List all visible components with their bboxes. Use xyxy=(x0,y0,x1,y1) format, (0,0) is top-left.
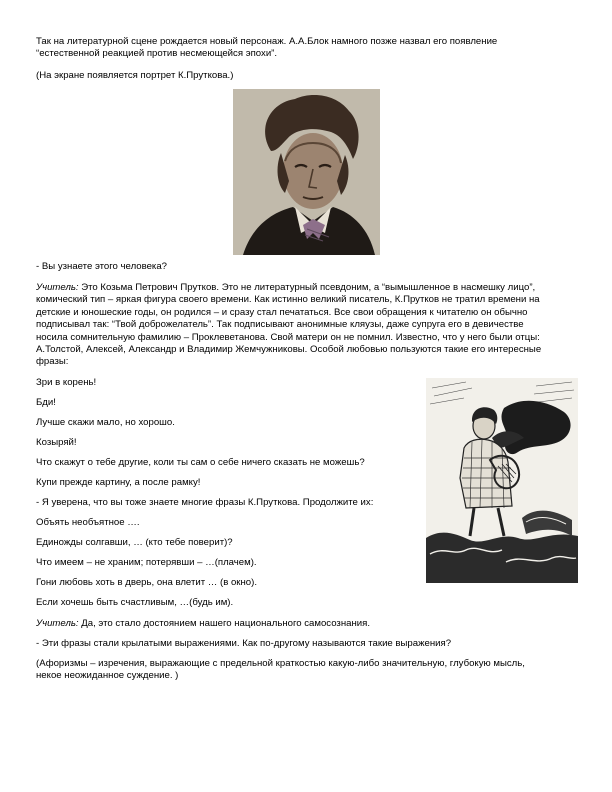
question-recognize: - Вы узнаете этого человека? xyxy=(36,261,168,272)
paragraph-answer-line-2: некое неожиданное суждение. ) xyxy=(36,670,179,682)
prompt-continue: - Я уверена, что вы тоже знаете многие фразы К.Пруткова. Продолжите их: xyxy=(36,497,374,508)
paragraph-intro-line-1: Так на литературной сцене рождается новый персонаж. А.А.Блок намного позже назвал его появление xyxy=(36,36,498,47)
illustration-drawing xyxy=(426,378,578,583)
paragraph-screen-note: (На экране появляется портрет К.Пруткова.) xyxy=(36,70,234,81)
phrase-item: Бди! xyxy=(36,397,56,408)
paragraph-teacher-1-line-6: А.Толстой, Алексей, Александр и Владимир Жемчужниковы. Особой любовью пользуются такие его интересные xyxy=(36,344,542,356)
paragraph-teacher-2 xyxy=(36,618,370,630)
lyre-illustration-image xyxy=(426,378,578,583)
question-aphorisms: - Эти фразы стали крылатыми выражениями. Как по-другому называются такие выражения? xyxy=(36,638,452,649)
paragraph-teacher-1 xyxy=(36,282,541,369)
paragraph-teacher-1-line-4: подписывал так: “Твой доброжелатель”. Так подписывают анонимные кляузы, даже супруга его в девичестве xyxy=(36,319,524,331)
phrase-item: Лучше скажи мало, но хорошо. xyxy=(36,417,175,428)
paragraph-intro xyxy=(36,36,497,61)
phrase-item: Козыряй! xyxy=(36,437,77,448)
paragraph-teacher-2-text: Да, это стало достоянием нашего национального самосознания. xyxy=(78,618,370,629)
paragraph-answer xyxy=(36,658,525,683)
portrait-image xyxy=(233,89,380,255)
continue-item: Объять необъятное …. xyxy=(36,517,140,528)
paragraph-intro-line-2: “естественной реакцией против несмеющейся эпохи”. xyxy=(36,48,278,60)
paragraph-teacher-1-line-2: комический тип – яркая фигура своего времени. Как истинно великий писатель, К.Прутков не тратил времени на xyxy=(36,294,540,306)
paragraph-teacher-1-line-7: фразы: xyxy=(36,356,69,368)
paragraph-teacher-1-line-1: Это Козьма Петрович Прутков. Это не литературный псевдоним, а “вымышленное в насмешку лицо”, xyxy=(78,282,536,293)
paragraph-teacher-1-line-3: детские и юношеские годы, он родился – и сразу стал печататься. Все свои обращения к читателю он обычно xyxy=(36,306,528,318)
paragraph-teacher-1-line-5: носила сомнительную фамилию – Проклеветанова. Свой матери он не помнил. Известно, что у него были отцы: xyxy=(36,331,540,343)
phrase-item: Купи прежде картину, а после рамку! xyxy=(36,477,201,488)
continue-item: Что имеем – не храним; потерявши – …(плачем). xyxy=(36,557,257,568)
speaker-label: Учитель: xyxy=(36,618,79,629)
portrait-drawing xyxy=(233,89,380,255)
phrase-item: Что скажут о тебе другие, коли ты сам о себе ничего сказать не можешь? xyxy=(36,457,365,468)
continue-item: Если хочешь быть счастливым, …(будь им). xyxy=(36,597,234,608)
continue-item: Гони любовь хоть в дверь, она влетит … (в окно). xyxy=(36,577,257,588)
paragraph-answer-line-1: (Афоризмы – изречения, выражающие с предельной краткостью какую-либо значительную, глубокую мысль, xyxy=(36,658,525,669)
continue-item: Единожды солгавши, … (кто тебе поверит)? xyxy=(36,537,233,548)
speaker-label: Учитель: xyxy=(36,282,79,293)
phrase-item: Зри в корень! xyxy=(36,377,97,388)
